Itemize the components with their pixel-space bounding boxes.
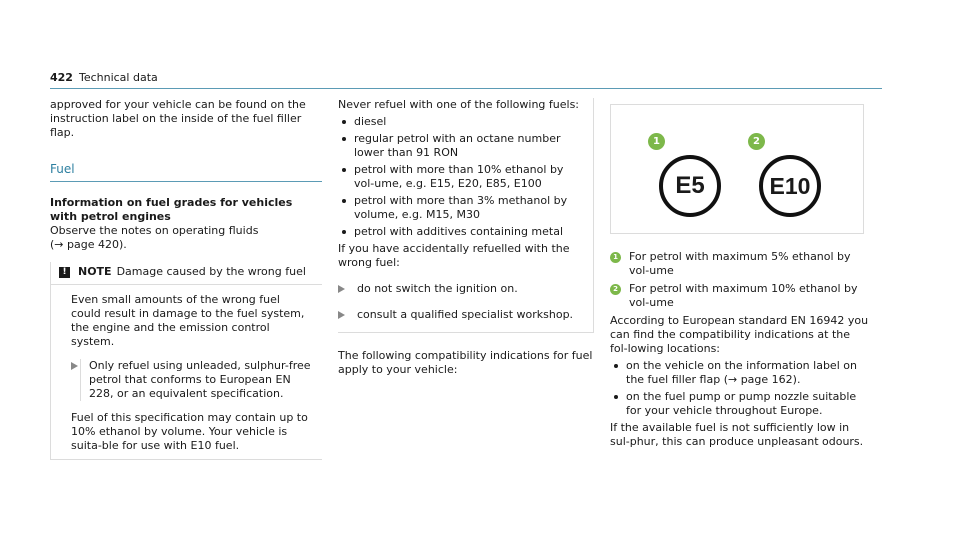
e5-label-circle xyxy=(659,155,721,217)
action-step xyxy=(338,308,585,322)
note-step xyxy=(71,359,312,401)
action-step xyxy=(338,282,585,296)
never-intro: Never refuel with one of the following fuels: xyxy=(338,98,580,111)
e10-label: E10 xyxy=(769,173,811,199)
legend-text: For petrol with maximum 10% ethanol by vol-ume xyxy=(629,282,858,309)
legend-item xyxy=(610,250,870,278)
note-paragraph-2: Fuel of this specification may contain up to 10% ethanol by volume. Your vehicle is suita-ble for use with E10 fuel. xyxy=(71,411,308,452)
callout-badge-2: 2 xyxy=(748,133,765,150)
compat-text: The following compatibility indications for fuel apply to your vehicle: xyxy=(338,349,593,376)
according-text: According to European standard EN 16942 you can find the compatibility indications at the fol-lowing locations: xyxy=(610,314,869,355)
list-item: on the fuel pump or pump nozzle suitable for your vehicle throughout Europe. xyxy=(610,390,870,418)
page-number: 422 xyxy=(50,71,73,84)
accident-text: If you have accidentally refuelled with the wrong fuel: xyxy=(338,242,570,269)
list-item: regular petrol with an octane number lower than 91 RON xyxy=(338,132,585,160)
note-body xyxy=(51,285,322,453)
header-rule xyxy=(50,88,882,89)
warning-icon: ! xyxy=(59,267,70,278)
legend xyxy=(610,250,870,310)
legend-text: For petrol with maximum 5% ethanol by vol-ume xyxy=(629,250,851,277)
note-step-text: Only refuel using unleaded, sulphur-free petrol that conforms to European EN 228, or an equivalent specification. xyxy=(80,359,312,401)
arrow-right-icon xyxy=(71,362,78,370)
callout-badge-1: 1 xyxy=(648,133,665,150)
sub-heading: Information on fuel grades for vehicles with petrol engines xyxy=(50,196,293,223)
list-item: on the vehicle on the information label on the fuel filler flap (→ page 162). xyxy=(610,359,870,387)
action-step-text: do not switch the ignition on. xyxy=(357,282,518,295)
list-item: petrol with additives containing metal xyxy=(338,225,585,239)
column-left xyxy=(50,98,322,460)
forbidden-fuels-list xyxy=(338,115,585,239)
note-paragraph-1: Even small amounts of the wrong fuel could result in damage to the fuel system, the engine and the emission control system. xyxy=(71,293,305,348)
note-box xyxy=(50,262,322,460)
column-middle xyxy=(338,98,594,377)
legend-badge: 2 xyxy=(610,284,621,295)
observe-text: Observe the notes on operating fluids xyxy=(50,224,259,237)
legend-badge: 1 xyxy=(610,252,621,263)
action-step-text: consult a qualified specialist workshop. xyxy=(357,308,574,321)
fuel-warning-box xyxy=(338,98,594,333)
list-item: petrol with more than 3% methanol by volume, e.g. M15, M30 xyxy=(338,194,585,222)
locations-list xyxy=(610,359,870,418)
fuel-compat-figure xyxy=(610,104,864,234)
observe-ref-link[interactable]: (→ page 420). xyxy=(50,238,127,251)
section-title-fuel: Fuel xyxy=(50,162,322,182)
page-header xyxy=(50,71,158,84)
intro-text: approved for your vehicle can be found on the instruction label on the inside of the fuel filler flap. xyxy=(50,98,306,139)
arrow-right-icon xyxy=(338,285,345,293)
list-item: petrol with more than 10% ethanol by vol-ume, e.g. E15, E20, E85, E100 xyxy=(338,163,585,191)
sulphur-text: If the available fuel is not sufficiently low in sul-phur, this can produce unpleasant odours. xyxy=(610,421,864,448)
legend-item xyxy=(610,282,870,310)
arrow-right-icon xyxy=(338,311,345,319)
column-right xyxy=(610,98,870,449)
e5-label: E5 xyxy=(675,172,705,199)
list-item: diesel xyxy=(338,115,585,129)
note-heading: Damage caused by the wrong fuel xyxy=(116,265,306,278)
note-header xyxy=(51,262,322,285)
chapter-title: Technical data xyxy=(78,71,158,84)
e10-label-circle xyxy=(759,155,821,217)
note-label: NOTE xyxy=(78,265,112,278)
